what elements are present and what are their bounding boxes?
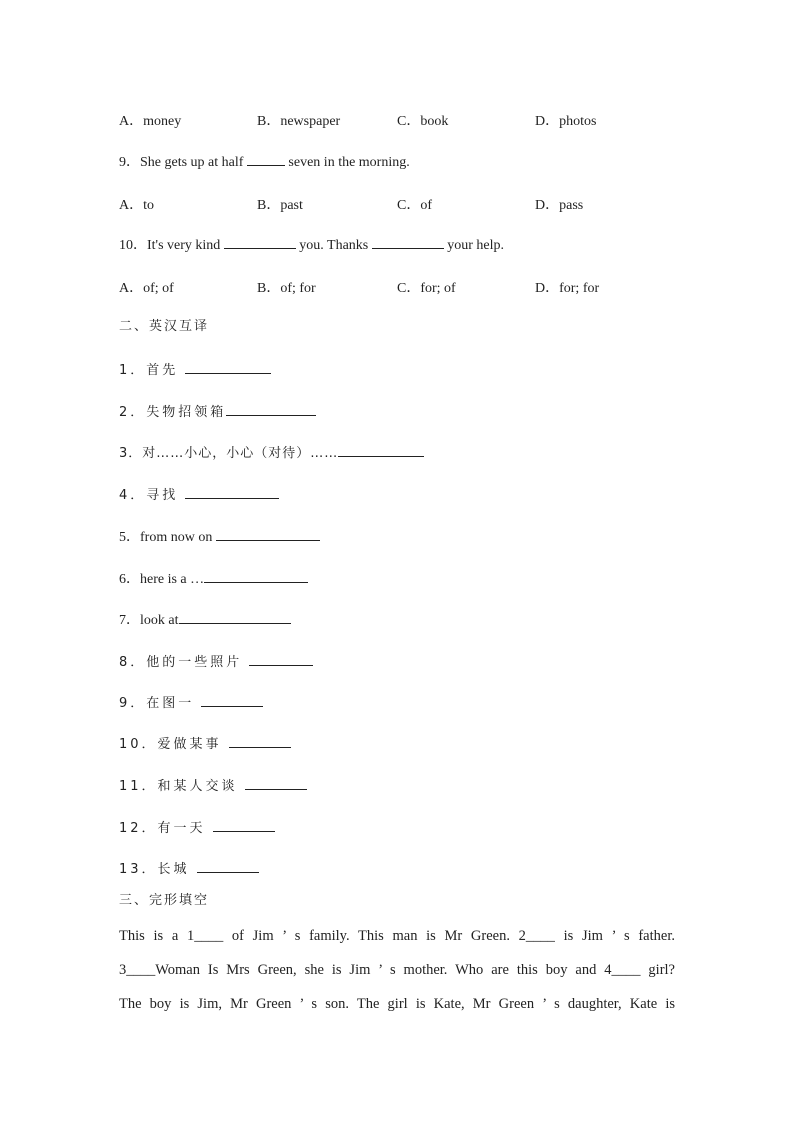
- passage-line: The boy is Jim, Mr Green ’ s son. The girl is Kate, Mr Green ’ s daughter, Kate is: [119, 996, 675, 1012]
- question-10: [119, 235, 504, 255]
- answer-blank: [229, 734, 291, 748]
- q9-option-b: B．past: [257, 198, 303, 213]
- q8-option-b: B．newspaper: [257, 114, 341, 129]
- translation-item: [119, 776, 307, 796]
- q8-option-c: C．book: [397, 114, 449, 129]
- answer-blank: [201, 693, 263, 707]
- item-label: 4．寻找: [119, 488, 179, 503]
- q10-option-d: D．for; for: [535, 281, 600, 296]
- q10-option-c: C．for; of: [397, 281, 456, 296]
- answer-blank: [372, 235, 444, 249]
- translation-item: [119, 818, 275, 838]
- translation-item: [119, 360, 271, 380]
- answer-blank: [338, 443, 424, 457]
- passage-line: This is a 1____ of Jim ’ s family. This man is Mr Green. 2____ is Jim ’ s father.: [119, 928, 675, 944]
- item-label: 3．对……小心，小心（对待）……: [119, 446, 339, 461]
- item-label: 1．首先: [119, 363, 179, 378]
- answer-blank: [197, 859, 259, 873]
- answer-blank: [226, 402, 316, 416]
- q10-number: 10．: [119, 238, 147, 253]
- q10-text-post: your help.: [447, 238, 505, 253]
- item-label: 10．爱做某事: [119, 737, 222, 752]
- item-label: 5．from now on: [119, 530, 213, 545]
- answer-blank: [204, 569, 308, 583]
- q9-text-pre: She gets up at half: [140, 155, 244, 170]
- item-label: 13．长城: [119, 862, 190, 877]
- passage-line: 3____Woman Is Mrs Green, she is Jim ’ s mother. Who are this boy and 4____ girl?: [119, 962, 675, 978]
- q9-option-c: C．of: [397, 198, 432, 213]
- translation-item: [119, 485, 279, 505]
- item-label: 7．look at: [119, 613, 179, 628]
- q9-option-d: D．pass: [535, 198, 584, 213]
- answer-blank: [185, 485, 279, 499]
- answer-blank: [213, 818, 275, 832]
- q8-option-a: A．money: [119, 114, 182, 129]
- section-2-title: 二、英汉互译: [119, 319, 210, 334]
- translation-item: [119, 527, 320, 547]
- item-label: 11．和某人交谈: [119, 779, 238, 794]
- item-label: 2．失物招领箱: [119, 405, 227, 420]
- answer-blank: [247, 152, 285, 166]
- q10-option-a: A．of; of: [119, 281, 174, 296]
- question-9: [119, 152, 410, 172]
- answer-blank: [216, 527, 320, 541]
- q9-text-post: seven in the morning.: [288, 155, 410, 170]
- answer-blank: [185, 360, 271, 374]
- cloze-passage: [119, 927, 675, 1029]
- q10-text-mid: you. Thanks: [299, 238, 369, 253]
- answer-blank: [249, 652, 313, 666]
- q9-option-a: A．to: [119, 198, 154, 213]
- item-label: 12．有一天: [119, 821, 206, 836]
- translation-item: [119, 693, 263, 713]
- q10-text-pre: It's very kind: [147, 238, 221, 253]
- section-3-title: 三、完形填空: [119, 893, 210, 908]
- answer-blank: [179, 610, 291, 624]
- q8-option-d: D．photos: [535, 114, 597, 129]
- translation-item: [119, 859, 259, 879]
- item-label: 6．here is a …: [119, 572, 205, 587]
- translation-item: [119, 443, 424, 463]
- translation-item: [119, 610, 291, 630]
- translation-item: [119, 652, 313, 672]
- q10-option-b: B．of; for: [257, 281, 316, 296]
- item-label: 9．在图一: [119, 696, 195, 711]
- translation-item: [119, 569, 308, 589]
- q9-number: 9．: [119, 155, 140, 170]
- answer-blank: [245, 776, 307, 790]
- translation-item: [119, 734, 291, 754]
- answer-blank: [224, 235, 296, 249]
- item-label: 8．他的一些照片: [119, 655, 243, 670]
- translation-item: [119, 402, 316, 422]
